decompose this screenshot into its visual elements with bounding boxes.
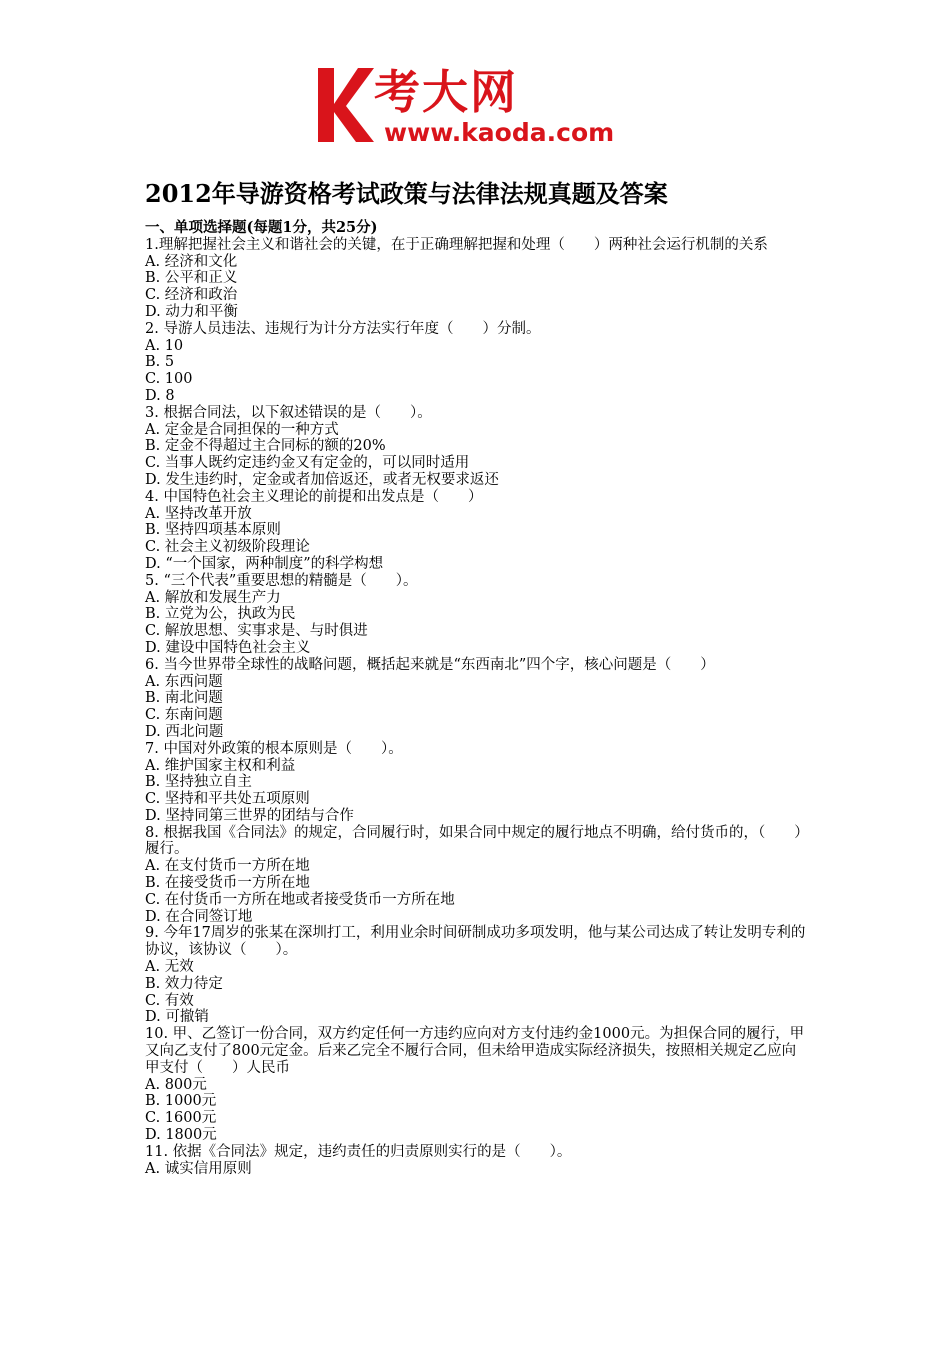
- answer-option: C. 1600元: [145, 1110, 217, 1127]
- answer-option: D. 坚持同第三世界的团结与合作: [145, 807, 354, 824]
- answer-option: B. 5: [145, 354, 175, 371]
- answer-option: B. 定金不得超过主合同标的额的20%: [145, 438, 386, 455]
- site-logo: [314, 62, 644, 150]
- answer-option: D. “一个国家，两种制度”的科学构想: [145, 555, 384, 572]
- answer-option: B. 效力待定: [145, 975, 223, 992]
- question-text: 9. 今年17周岁的张某在深圳打工，利用业余时间研制成功多项发明，他与某公司达成了转让发明专利的协议，该协议（ ）。: [145, 925, 806, 959]
- answer-option: C. 社会主义初级阶段理论: [145, 539, 310, 556]
- section-heading: 一、单项选择题(每题1分，共25分): [145, 219, 378, 236]
- answer-option: B. 南北问题: [145, 690, 223, 707]
- answer-option: A. 10: [145, 337, 184, 354]
- answer-option: A. 诚实信用原则: [145, 1160, 252, 1177]
- answer-option: C. 当事人既约定违约金又有定金的，可以同时适用: [145, 455, 470, 472]
- question-text: 1.理解把握社会主义和谐社会的关键，在于正确理解把握和处理（ ）两种社会运行机制的关系: [145, 236, 768, 253]
- answer-option: D. 1800元: [145, 1127, 217, 1144]
- answer-option: C. 100: [145, 371, 193, 388]
- question-text: 8. 根据我国《合同法》的规定，合同履行时，如果合同中规定的履行地点不明确，给付货币的，（ ）履行。: [145, 824, 809, 858]
- question-text: 5. “三个代表”重要思想的精髓是（ ）。: [145, 572, 418, 589]
- answer-option: B. 立党为公，执政为民: [145, 606, 296, 623]
- question-text: 3. 根据合同法，以下叙述错误的是（ ）。: [145, 404, 432, 421]
- answer-option: A. 在支付货币一方所在地: [145, 858, 310, 875]
- answer-option: A. 坚持改革开放: [145, 505, 252, 522]
- answer-option: D. 8: [145, 387, 175, 404]
- logo-brand-text: 考大网: [374, 65, 518, 119]
- answer-option: D. 建设中国特色社会主义: [145, 639, 311, 656]
- answer-option: A. 定金是合同担保的一种方式: [145, 421, 339, 438]
- answer-option: A. 解放和发展生产力: [145, 589, 281, 606]
- answer-option: B. 在接受货币一方所在地: [145, 875, 310, 892]
- answer-option: A. 经济和文化: [145, 253, 238, 270]
- question-text: 2. 导游人员违法、违规行为计分方法实行年度（ ）分制。: [145, 320, 541, 337]
- answer-option: A. 东西问题: [145, 673, 223, 690]
- answer-option: D. 可撤销: [145, 1009, 209, 1026]
- question-text: 11. 依据《合同法》规定，违约责任的归责原则实行的是（ ）。: [145, 1143, 572, 1160]
- kaoda-k-logo-icon: [314, 62, 376, 144]
- question-text: 7. 中国对外政策的根本原则是（ ）。: [145, 740, 403, 757]
- question-text: 10. 甲、乙签订一份合同，双方约定任何一方违约应向对方支付违约金1000元。为担保合同的履行，甲又向乙支付了800元定金。后来乙完全不履行合同，但未给甲造成实际经济损失，按照相关规定乙应向甲支付（ ）人民币: [145, 1026, 805, 1076]
- answer-option: B. 公平和正义: [145, 270, 238, 287]
- answer-option: D. 动力和平衡: [145, 303, 238, 320]
- answer-option: D. 在合同签订地: [145, 908, 253, 925]
- answer-option: C. 经济和政治: [145, 287, 238, 304]
- answer-option: A. 维护国家主权和利益: [145, 757, 296, 774]
- answer-option: A. 800元: [145, 1076, 207, 1093]
- answer-option: C. 在付货币一方所在地或者接受货币一方所在地: [145, 891, 455, 908]
- answer-option: C. 东南问题: [145, 707, 223, 724]
- answer-option: B. 坚持独立自主: [145, 774, 252, 791]
- answer-option: C. 有效: [145, 992, 194, 1009]
- question-list: [145, 220, 810, 1177]
- answer-option: D. 发生违约时，定金或者加倍返还，或者无权要求返还: [145, 471, 499, 488]
- answer-option: A. 无效: [145, 959, 194, 976]
- answer-option: C. 解放思想、实事求是、与时俱进: [145, 623, 368, 640]
- logo-url: www.kaoda.com: [384, 118, 615, 147]
- answer-option: B. 1000元: [145, 1093, 217, 1110]
- document-title: 2012年导游资格考试政策与法律法规真题及答案: [145, 179, 668, 208]
- question-text: 6. 当今世界带全球性的战略问题，概括起来就是“东西南北”四个字，核心问题是（ ）: [145, 656, 715, 673]
- answer-option: B. 坚持四项基本原则: [145, 522, 281, 539]
- question-text: 4. 中国特色社会主义理论的前提和出发点是（ ）: [145, 488, 483, 505]
- answer-option: C. 坚持和平共处五项原则: [145, 791, 310, 808]
- questions-container: [145, 237, 810, 1178]
- answer-option: D. 西北问题: [145, 723, 224, 740]
